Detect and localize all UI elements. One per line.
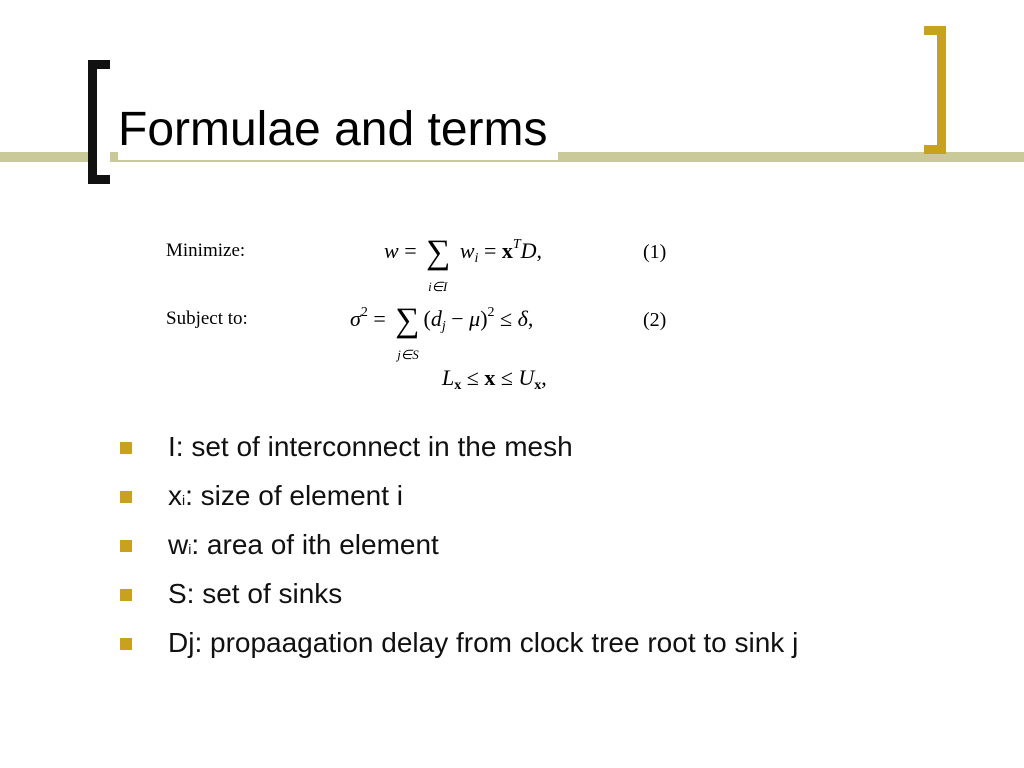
square-bullet-icon — [120, 589, 132, 601]
square-bullet-icon — [120, 491, 132, 503]
objective-equation: w = ∑ i∈I $w_i = x^TD$, — [384, 233, 543, 294]
term-text — [168, 471, 403, 525]
constraint-equation: $\sigma^2$ = ∑ j∈S $(d_j - \mu)^2 \le \delta$, — [350, 301, 534, 362]
term-text — [168, 520, 439, 574]
term-symbol: w — [168, 529, 189, 560]
bounds-equation: $L_x \le x \le U_x$, — [442, 365, 547, 393]
list-item — [118, 520, 998, 569]
term-description: : area of ith element — [191, 529, 439, 560]
list-item — [118, 422, 998, 471]
left-bracket-decoration — [88, 60, 110, 184]
list-item — [118, 618, 998, 667]
terms-list — [118, 422, 998, 667]
term-subscript: i — [182, 492, 186, 508]
slide-title: Formulae and terms — [118, 100, 558, 160]
subject-to-label: Subject to: — [166, 308, 248, 329]
term-subscript: i — [188, 541, 192, 557]
list-item — [118, 569, 998, 618]
square-bullet-icon — [120, 540, 132, 552]
term-description: : size of element i — [185, 480, 403, 511]
term-text: Dj: propaagation delay from clock tree root to sink j — [168, 627, 799, 658]
square-bullet-icon — [120, 442, 132, 454]
term-symbol: x — [168, 480, 182, 511]
minimize-label: Minimize: — [166, 240, 246, 261]
term-text: I: set of interconnect in the mesh — [168, 431, 573, 462]
term-text: S: set of sinks — [168, 578, 343, 609]
list-item — [118, 471, 998, 520]
equation-number-1: (1) — [643, 241, 667, 263]
formula-block — [160, 225, 700, 400]
equation-number-2: (2) — [643, 309, 667, 331]
right-bracket-decoration — [924, 26, 946, 154]
square-bullet-icon — [120, 638, 132, 650]
